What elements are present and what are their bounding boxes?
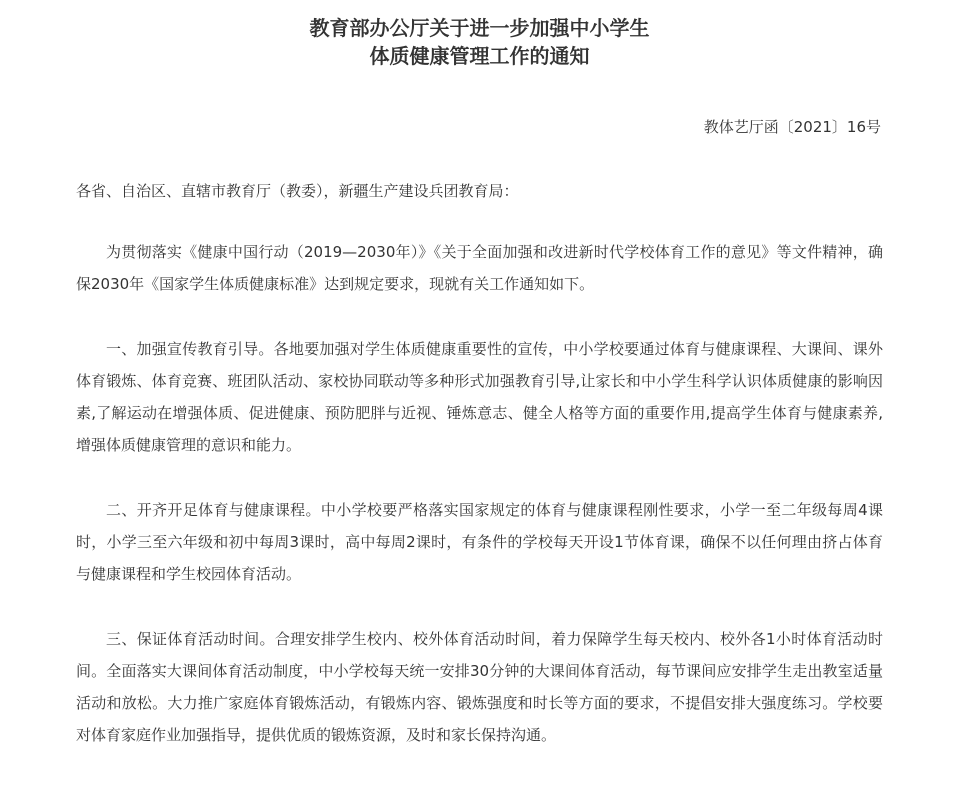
paragraph-1: 一、加强宣传教育引导。各地要加强对学生体质健康重要性的宣传，中小学校要通过体育与健康课程、大课间、课外体育锻炼、体育竞赛、班团队活动、家校协同联动等多种形式加强教育引导,让家长和中小学生科学认识体质健康的影响因素,了解运动在增强体质、促进健康、预防肥胖与近视、锤炼意志、健全人格等方面的重要作用,提高学生体育与健康素养,增强体质健康管理的意识和能力。 [76, 340, 883, 454]
document-number: 教体艺厅函〔2021〕16号 [703, 118, 881, 136]
salutation: 各省、自治区、直辖市教育厅（教委），新疆生产建设兵团教育局： [76, 182, 519, 200]
title-line-1: 教育部办公厅关于进一步加强中小学生 [309, 16, 650, 40]
paragraph-2: 二、开齐开足体育与健康课程。中小学校要严格落实国家规定的体育与健康课程刚性要求，小学一至二年级每周4课时，小学三至六年级和初中每周3课时，高中每周2课时，有条件的学校每天开设1节体育课，确保不以任何理由挤占体育与健康课程和学生校园体育活动。 [76, 501, 883, 583]
document-title [76, 14, 883, 70]
title-line-2: 体质健康管理工作的通知 [369, 44, 590, 68]
paragraph-3: 三、保证体育活动时间。合理安排学生校内、校外体育活动时间，着力保障学生每天校内、校外各1小时体育活动时间。全面落实大课间体育活动制度，中小学校每天统一安排30分钟的大课间体育活动，每节课间应安排学生走出教室适量活动和放松。大力推广家庭体育锻炼活动，有锻炼内容、锻炼强度和时长等方面的要求，不提倡安排大强度练习。学校要对体育家庭作业加强指导，提供优质的锻炼资源，及时和家长保持沟通。 [76, 630, 883, 744]
intro-paragraph: 为贯彻落实《健康中国行动（2019—2030年）》《关于全面加强和改进新时代学校体育工作的意见》等文件精神，确保2030年《国家学生体质健康标准》达到规定要求，现就有关工作通知如下。 [76, 243, 883, 293]
